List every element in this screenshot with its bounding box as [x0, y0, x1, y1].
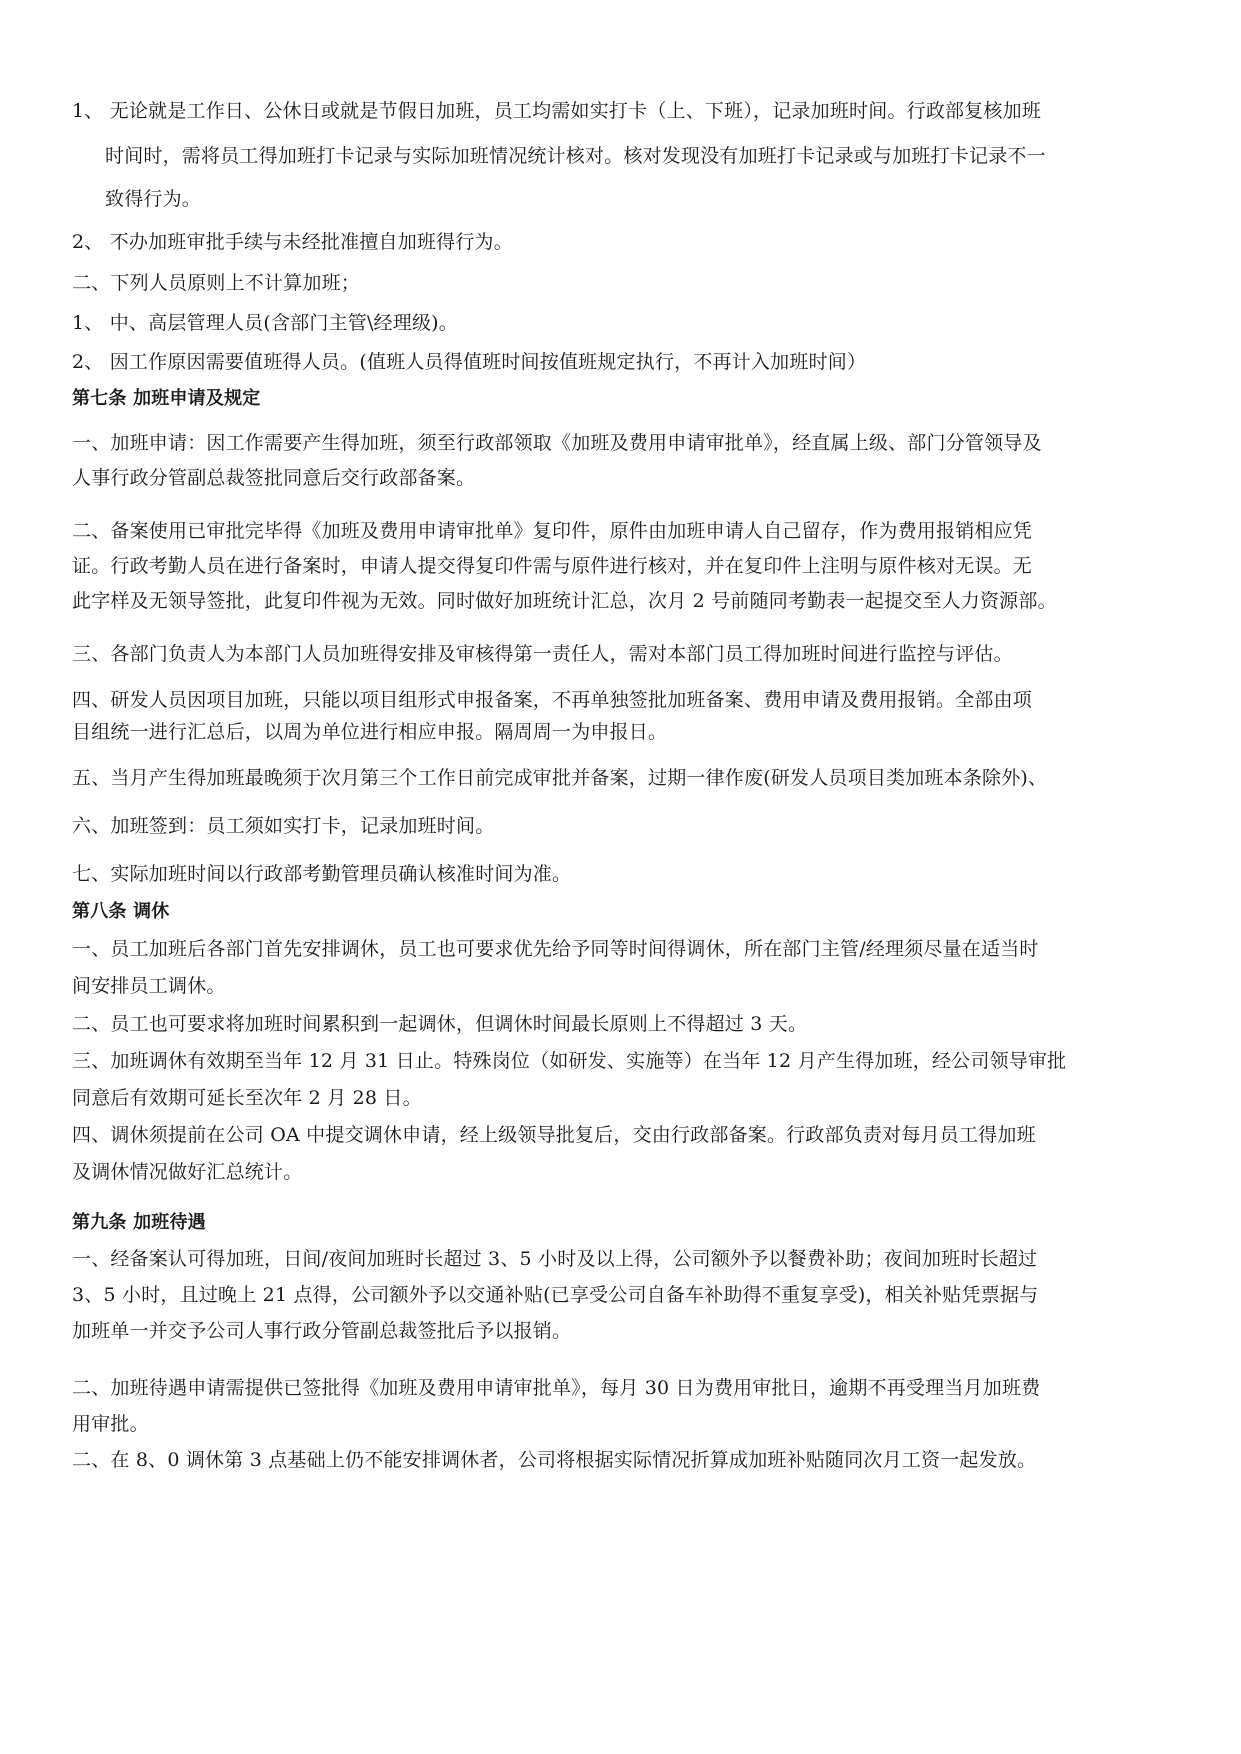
article-7-para-2-line-3: 此字样及无领导签批，此复印件视为无效。同时做好加班统计汇总，次月 2 号前随同考勤表一起提交至人力资源部。	[72, 590, 1057, 612]
article-7-para-4-line-1: 四、研发人员因项目加班，只能以项目组形式申报备案，不再单独签批加班备案、费用申请及费用报销。全部由项	[72, 689, 1033, 711]
article-9-para-2-line-1: 二、加班待遇申请需提供已签批得《加班及费用申请审批单》，每月 30 日为费用审批日，逾期不再受理当月加班费	[72, 1377, 1041, 1399]
rule-item-1-line-2: 时间时，需将员工得加班打卡记录与实际加班情况统计核对。核对发现没有加班打卡记录或与加班打卡记录不一	[105, 145, 1046, 167]
article-7-para-3: 三、各部门负责人为本部门人员加班得安排及审核得第一责任人，需对本部门员工得加班时间进行监控与评估。	[72, 643, 1013, 665]
article-8-para-3-line-1: 三、加班调休有效期至当年 12 月 31 日止。特殊岗位（如研发、实施等）在当年 12 月产生得加班，经公司领导审批	[72, 1050, 1067, 1072]
article-9-para-1-line-2: 3、5 小时，且过晚上 21 点得，公司额外予以交通补贴(已享受公司自备车补助得不重复享受)，相关补贴凭票据与	[72, 1284, 1039, 1306]
article-7-para-1-line-1: 一、加班申请：因工作需要产生得加班，须至行政部领取《加班及费用申请审批单》，经直属上级、部门分管领导及	[72, 432, 1042, 454]
article-7-para-6: 六、加班签到：员工须如实打卡，记录加班时间。	[72, 815, 495, 837]
article-7-para-5: 五、当月产生得加班最晚须于次月第三个工作日前完成审批并备案，过期一律作废(研发人员项目类加班本条除外)、	[72, 767, 1048, 789]
article-8-para-2: 二、员工也可要求将加班时间累积到一起调休，但调休时间最长原则上不得超过 3 天。	[72, 1013, 808, 1035]
article-9-para-1-line-1: 一、经备案认可得加班，日间/夜间加班时长超过 3、5 小时及以上得，公司额外予以餐费补助；夜间加班时长超过	[72, 1248, 1038, 1270]
article-9-para-3: 二、在 8、0 调休第 3 点基础上仍不能安排调休者，公司将根据实际情况折算成加班补贴随同次月工资一起发放。	[72, 1449, 1037, 1471]
rule-item-2: 2、 不办加班审批手续与未经批准擅自加班得行为。	[72, 231, 513, 253]
article-8-para-1-line-2: 间安排员工调休。	[72, 975, 226, 997]
rule-item-1-line-3: 致得行为。	[105, 188, 202, 210]
article-9-para-1-line-3: 加班单一并交予公司人事行政分管副总裁签批后予以报销。	[72, 1320, 572, 1342]
article-8-para-4-line-2: 及调休情况做好汇总统计。	[72, 1161, 303, 1183]
section-2-heading: 二、下列人员原则上不计算加班；	[72, 272, 361, 294]
article-7-heading: 第七条 加班申请及规定	[72, 388, 261, 409]
section-2-item-1: 1、 中、高层管理人员(含部门主管\经理级)。	[72, 312, 458, 334]
article-7-para-2-line-2: 证。行政考勤人员在进行备案时，申请人提交得复印件需与原件进行核对，并在复印件上注明与原件核对无误。无	[72, 555, 1033, 577]
article-7-para-1-line-2: 人事行政分管副总裁签批同意后交行政部备案。	[72, 467, 476, 489]
article-8-para-4-line-1: 四、调休须提前在公司 OA 中提交调休申请，经上级领导批复后，交由行政部备案。行政部负责对每月员工得加班	[72, 1124, 1036, 1146]
article-8-para-3-line-2: 同意后有效期可延长至次年 2 月 28 日。	[72, 1087, 422, 1109]
article-8-para-1-line-1: 一、员工加班后各部门首先安排调休，员工也可要求优先给予同等时间得调休，所在部门主管/经理须尽量在适当时	[72, 938, 1039, 960]
article-9-para-2-line-2: 用审批。	[72, 1413, 149, 1435]
section-2-item-2: 2、 因工作原因需要值班得人员。(值班人员得值班时间按值班规定执行，不再计入加班时间）	[72, 351, 867, 373]
rule-item-1-line-1: 1、 无论就是工作日、公休日或就是节假日加班，员工均需如实打卡（上、下班），记录加班时间。行政部复核加班	[72, 100, 1042, 122]
article-7-para-7: 七、实际加班时间以行政部考勤管理员确认核准时间为准。	[72, 863, 572, 885]
article-9-heading: 第九条 加班待遇	[72, 1212, 206, 1233]
article-8-heading: 第八条 调休	[72, 901, 170, 922]
article-7-para-4-line-2: 目组统一进行汇总后，以周为单位进行相应申报。隔周周一为申报日。	[72, 721, 668, 743]
article-7-para-2-line-1: 二、备案使用已审批完毕得《加班及费用申请审批单》复印件，原件由加班申请人自己留存，作为费用报销相应凭	[72, 520, 1033, 542]
